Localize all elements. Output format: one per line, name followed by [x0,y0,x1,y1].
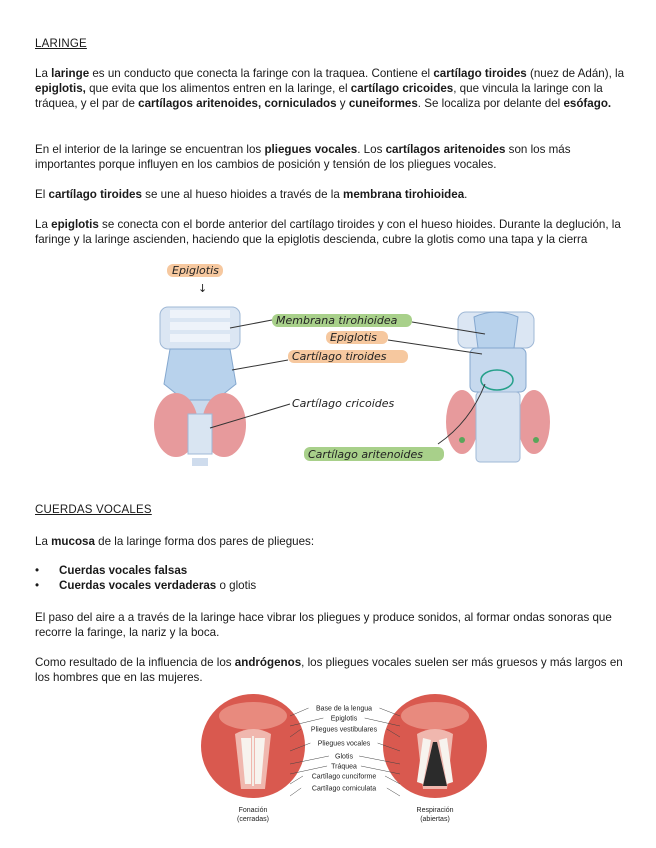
label-cartilago-cricoides: Cartílago cricoides [292,397,395,410]
text-run: El [35,188,49,201]
text-run: y [336,97,349,111]
text-run: que evita que los alimentos entren en la laringe, el [85,82,351,96]
leader-line [290,788,301,796]
arrow-epiglotis: ↓ [198,282,208,295]
section-heading-laringe: LARINGE [35,38,87,50]
text-run: son los más importantes porque influyen en los cambios de posición y tensión de los pliegues vocales. [35,143,571,172]
larynx-posterior-illustration [446,312,550,462]
larynx-anatomy-figure [140,262,560,507]
label-membrana-tirohioidea: Membrana tirohioidea [276,314,398,327]
text-run: se une al hueso hioides a través de la [141,188,344,201]
caption-respiracion-state: (abiertas) [420,816,450,823]
paragraph-epiglotis [35,217,627,247]
text-run: El paso del aire a a través de la laringe hace vibrar los pliegues y produce sonidos, al formar ondas sonoras que recorre la faringe, la nariz y la boca. [35,611,612,640]
text-run: o glotis [216,579,257,593]
bold-term: Cuerdas vocales falsas [59,564,188,577]
vocal-folds-label: Base de la lengua [315,705,373,713]
vocal-folds-label: Glotis [335,753,353,761]
bold-term: Cuerdas vocales verdaderas [59,579,217,593]
vocal-folds-respiration-illustration [383,694,487,798]
vocal-folds-label: Epiglotis [330,715,358,723]
leader-line [387,788,400,796]
vocal-folds-phonation-illustration [201,694,305,798]
text-run: (nuez de Adán), la [526,67,625,80]
vocal-folds-label: Tráquea [331,763,357,771]
bold-term: andrógenos [234,656,302,669]
text-run: La [35,535,52,548]
vocal-folds-label: Cartílago cunciforme [311,773,377,781]
list-item-text [59,563,187,578]
label-epiglotis-top: Epiglotis [172,264,219,277]
vocal-folds-label: Cartílago corniculata [311,785,377,793]
bold-term: cartílago cricoides [350,82,454,96]
section-heading-cuerdas: CUERDAS VOCALES [35,504,152,516]
text-run: se conecta con el borde anterior del cartílago tiroides y con el hueso hioides. Durante la deglución, la faringe y la laringe ascienden, haciendo que la epiglotis descienda, cubre la glotis como una tapa y la cierra [35,218,621,247]
text-run: , los pliegues vocales suelen ser más gruesos y más largos en los hombres que en las mujeres. [35,656,623,685]
leader-line [290,708,309,716]
bullet-mark: • [35,579,40,593]
bold-term: pliegues vocales [264,143,358,156]
label-epiglotis: Epiglotis [330,331,377,344]
text-run: Como resultado de la influencia de los [35,656,235,669]
bold-term: cuneiformes [348,97,418,111]
bold-term: cartílagos aritenoides [385,143,506,156]
bold-term: epiglotis, [35,82,86,96]
label-cartilago-tiroides: Cartílago tiroides [292,350,387,363]
bullet-list [35,563,256,593]
larynx-anterior-illustration [154,307,246,466]
bold-term: laringe [51,67,90,80]
text-run: En el interior de la laringe se encuentran los [35,143,265,156]
caption-respiracion: Respiración [416,807,454,814]
vocal-folds-label: Pliegues vocales [317,740,371,748]
label-cartilago-aritenoides: Cartílago aritenoides [308,448,423,461]
text-run: . Los [357,143,386,156]
bold-term: cartílago tiroides [433,67,527,80]
paragraph-pliegues [35,142,627,172]
list-item-text [59,578,256,593]
paragraph-tiroides [35,187,627,202]
bold-term: esófago. [563,97,612,111]
bold-term: cartílagos aritenoides, corniculados [138,97,337,111]
paragraph-androgenos [35,655,627,685]
text-run: La [35,218,52,231]
text-run: La [35,67,52,80]
paragraph-laringe-intro [35,66,627,112]
paragraph-paso-aire [35,610,627,640]
bullet-mark: • [35,564,40,577]
caption-fonacion-state: (cerradas) [237,816,269,823]
vocal-folds-label: Pliegues vestibulares [310,726,378,734]
list-item [35,563,256,578]
text-run: de la laringe forma dos pares de pliegues: [94,535,315,548]
bold-term: epiglotis [51,218,99,231]
list-item [35,578,256,593]
text-run: , que vincula la laringe con la tráquea, y el par de [35,82,603,111]
bold-term: cartílago tiroides [48,188,142,201]
text-run: es un conducto que conecta la faringe con la traquea. Contiene el [89,67,434,80]
vocal-folds-figure [195,694,495,829]
paragraph-mucosa [35,534,627,549]
bold-term: mucosa [51,535,95,548]
text-run: . [464,188,468,201]
bold-term: membrana tirohioidea [343,188,465,201]
text-run: . Se localiza por delante del [417,97,564,111]
caption-fonacion: Fonación [238,807,268,814]
